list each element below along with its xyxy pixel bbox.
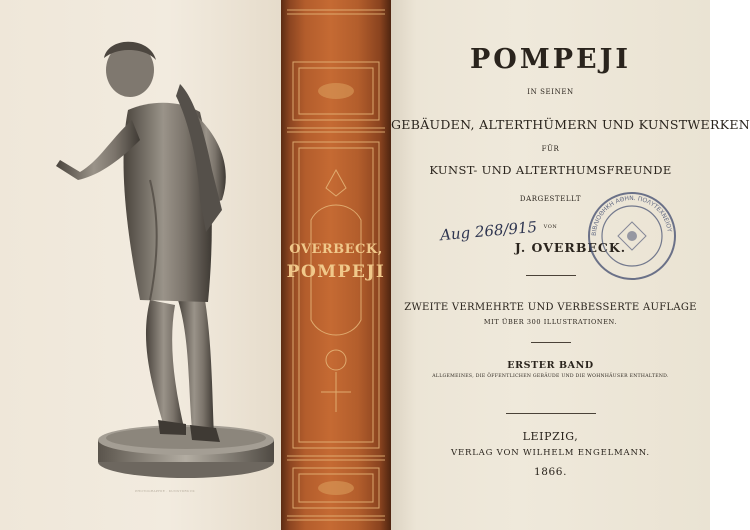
divider-rule <box>531 342 571 343</box>
library-stamp-icon <box>586 190 678 282</box>
book-spine <box>281 0 391 530</box>
contents-line: ALLGEMEINES, DIE ÖFFENTLICHEN GEBÄUDE UND DIE WOHNHÄUSER ENTHALTEND. <box>432 374 669 379</box>
city-line: LEIPZIG, <box>522 430 579 443</box>
statue-engraving <box>0 0 281 530</box>
line-von: VON <box>543 224 558 230</box>
line-in-seinen: IN SEINEN <box>527 88 574 96</box>
line-fuer: FÜR <box>541 145 560 153</box>
divider-rule <box>506 413 596 414</box>
spine-author: OVERBECK, <box>289 242 383 257</box>
handwritten-shelfmark: Aug 268/915 <box>439 217 538 245</box>
line-audience: KUNST- UND ALTERTHUMSFREUNDE <box>429 163 672 177</box>
book-title: POMPEJI <box>470 44 631 75</box>
edition-line: ZWEITE VERMEHRTE UND VERBESSERTE AUFLAGE <box>404 302 697 313</box>
svg-text:ΒΙΒΛΙΟΘΗΚΗ ΑΘΗΝ. ΠΟΛΥΤΕΧΝΕΙΟΥ <box>591 195 673 236</box>
author-name: J. OVERBECK. <box>514 240 627 255</box>
spine-title: POMPEJI <box>286 262 386 282</box>
divider-rule <box>526 275 576 276</box>
year-line: 1866. <box>533 466 568 478</box>
volume-line: ERSTER BAND <box>507 360 594 371</box>
stamp-text: ΒΙΒΛΙΟΘΗΚΗ ΑΘΗΝ. ΠΟΛΥΤΕΧΝΕΙΟΥ <box>590 194 673 237</box>
plate-caption: PHOTOGRAPHIE · KUNSTDRUCK <box>135 489 195 493</box>
frontispiece-plate <box>0 0 281 530</box>
publisher-line: VERLAG VON WILHELM ENGELMANN. <box>451 448 650 458</box>
line-subject: GEBÄUDEN, ALTERTHÜMERN UND KUNSTWERKEN <box>391 117 750 132</box>
line-dargestellt: DARGESTELLT <box>519 195 582 203</box>
illustrations-line: MIT ÜBER 300 ILLUSTRATIONEN. <box>483 318 618 326</box>
